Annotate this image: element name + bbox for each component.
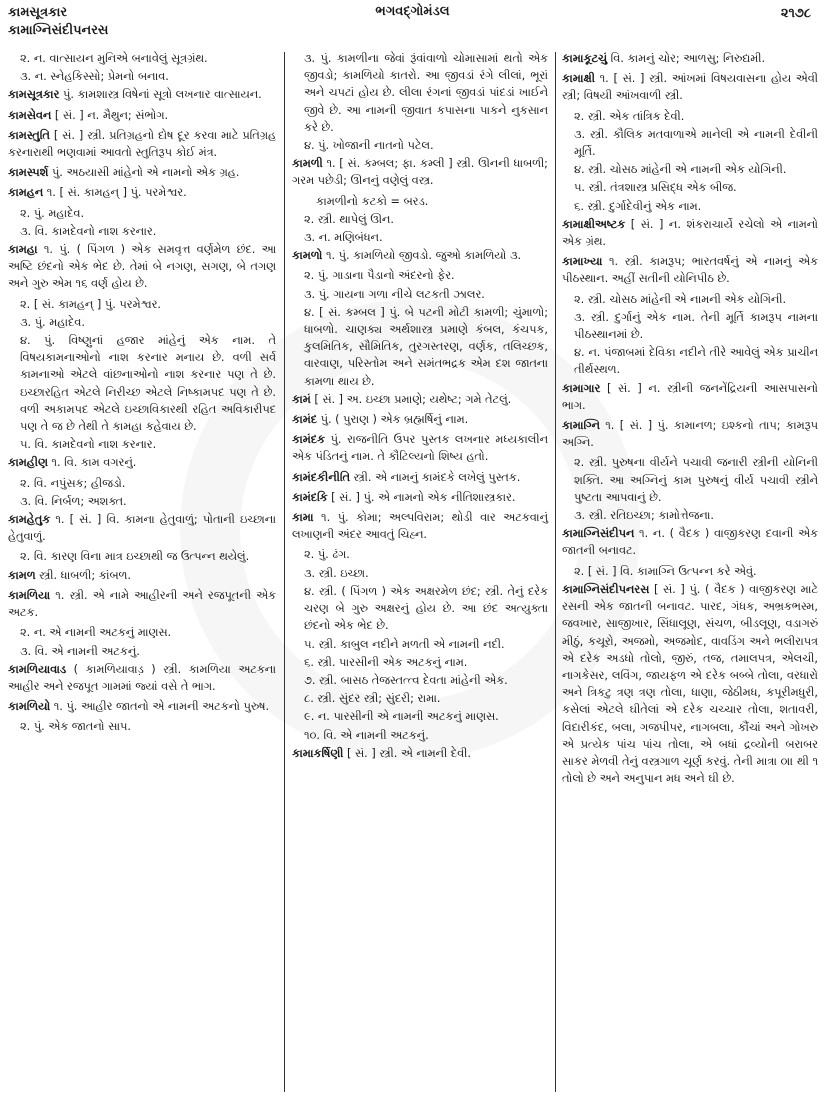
numbered-sense: ૩. વિ. એ નામની અટકનું. — [20, 644, 140, 658]
dictionary-entry — [292, 489, 548, 506]
dictionary-entry — [8, 107, 276, 124]
entry-definition: ૧. ન. ( વૈદક ) વાજીકરણ દવાની એક જાતની બનાવટ. — [562, 527, 818, 558]
dictionary-entry — [292, 411, 548, 428]
numbered-sense: ૪. ન. પંજાબમાં દેવિકા નદીને તીરે આવેલું એક પ્રાચીન તીર્થસ્થળ. — [574, 346, 818, 377]
dictionary-entry — [292, 745, 548, 762]
dictionary-entry — [562, 380, 818, 414]
headword: કામસેવન — [8, 108, 52, 122]
entry-definition: [ સં. ] ન. મૈથુન; સંભોગ. — [51, 108, 169, 122]
column-divider — [284, 52, 285, 1092]
entry-definition: ( કામળિયાવાડ઼ ) સ્ત્રી. કામળિયા અટકના આહીર અને રજપૂત ગામમાં જ્યાં વસે તે ભાગ. — [8, 662, 276, 693]
headword: કામાગ્નિ — [562, 419, 600, 433]
numbered-sense: ૨. સ્ત્રી. એક તાંત્રિક દેવી. — [574, 109, 685, 123]
column-1 — [8, 50, 276, 737]
dictionary-entry — [562, 253, 818, 287]
entry-definition: ૧. [ સં. ] સ્ત્રી. આંખમાં વિષયવાસના હોય એવી સ્ત્રી; વિષયી આંખવાળી સ્ત્રી. — [562, 72, 818, 103]
numbered-sense: ૩. સ્ત્રી. કૌલિક મતવાળાએ માનેલી એ નામની દેવીની મૂર્તિ. — [574, 127, 818, 159]
dictionary-entry — [8, 127, 276, 161]
numbered-sense: ૨. પું. ગાડાના પૈડાનો અંદરનો ફેર. — [304, 269, 455, 283]
numbered-sense: ૨. સ્ત્રી. થાપેલું ઊન. — [304, 212, 394, 226]
headword: કામાખ્યા — [562, 255, 603, 269]
dictionary-entry — [8, 511, 276, 545]
guide-word-first: કામસૂત્રકાર — [8, 5, 68, 20]
numbered-sense: ૩. સ્ત્રી. રતિઇચ્છા; કામોત્તેજના. — [574, 509, 714, 523]
numbered-sense: ૭. સ્ત્રી. બાસઠ તેજસ્તત્ત્વ દેવતા માંહેની એક. — [304, 673, 508, 687]
numbered-sense: ૨. [ સં. ] વિ. કામાગ્નિ ઉત્પન્ન કરે એવું. — [574, 564, 757, 578]
dictionary-entry — [562, 50, 818, 67]
numbered-sense: ૪. [ સં. કમ્બલ ] પું. બે પટની મોટી કામળી; ચુંમાળો; ધાબળો. ચાણક્ય અર્થશાસ્ત્ર પ્રમાણે કંબલ, કંચપક, કુલમિતિક, સૌમિતિક, તુરગસ્તરણ, વર્ણક, તલિચ્છક, વારવાણ, પરિસ્તોમ અને સમંતભદ્રક એમ દશ જાતના કામળા થાય છે. — [304, 305, 548, 388]
headword: કામસ્પર્શ — [8, 166, 49, 180]
dictionary-entry — [292, 391, 548, 408]
dictionary-entry — [8, 241, 276, 293]
headword: કામહીણ — [8, 456, 48, 470]
headword: કામળિયાવાડ — [8, 662, 67, 676]
entry-definition: ૧. સ્ત્રી. એ નામે આહીરની અને રજપૂતની એક અટક. — [8, 588, 276, 620]
page-number: ૨૧૭૮ — [780, 6, 811, 21]
numbered-sense: ૩. ન. મણિબંધન. — [304, 231, 383, 245]
numbered-sense: ૩. પું. ગાયના ગળા નીચે લટકતી ઝાલર. — [304, 287, 485, 301]
entry-definition: ૧. વિ. કામ વગરનું. — [47, 456, 137, 470]
headword: કામંદકીનીતિ — [292, 470, 350, 484]
dictionary-entry — [8, 184, 276, 201]
numbered-sense: ૩. ન. સ્નેહકિસ્સો; પ્રેમનો બનાવ. — [20, 70, 169, 84]
headword: કામંદક — [292, 433, 326, 447]
numbered-sense: ૪. પું. ખોજાની નાતનો પટેલ. — [304, 139, 434, 153]
dictionary-entry — [8, 698, 276, 715]
dictionary-entry — [292, 247, 548, 264]
headword: કામળિયા — [8, 588, 51, 602]
numbered-sense: ૪. પું. વિષ્ણુનાં હજાર માંહેનું એક નામ. તે વિષયકામનાઓનો નાશ કરનાર મનાય છે. વળી સર્વ કામનાઓ એટલે વાંછનાઓનો નાશ કરનાર પણ તે છે. ઇચ્છારહિત એટલે નિરીચ્છ એટલે નિષ્કામપદ પણ તે છે. વળી અકામપદ એટલે ઇચ્છાવિકારથી રહિત અવિકારીપદ પણ તે જ છે તેથી તે કામહા કહેવાય છે. — [20, 334, 276, 434]
entry-definition: [ સં. ] ન. શંકરાચાર્યે રચેલો એ નામનો એક ગ્રંથ. — [562, 217, 818, 249]
headword: કામં — [292, 392, 311, 406]
numbered-sense: ૨. ન. એ નામની અટકનું માણસ. — [20, 626, 172, 640]
entry-definition: ૧. સ્ત્રી. કામરૂપ; ભારતવર્ષનું એ નામનું એક પીઠસ્થાન. અહીં સતીની યોનિપીઠ છે. — [562, 255, 818, 286]
dictionary-entry — [562, 525, 818, 559]
entry-definition: ૧. પું. આહીર જાતનો એ નામની અટકનો પુરુષ. — [50, 700, 270, 714]
entry-definition: [ સં. ] પું. એ નામનો એક નીતિશાસ્ત્રકાર. — [327, 490, 516, 504]
numbered-sense: ૨. વિ. નપુંસક; હીજડો. — [20, 476, 126, 490]
headword: કામહેતુક — [8, 513, 51, 527]
entry-definition: [ સં. ] સ્ત્રી. પ્રતિગ્રહનો દોષ દૂર કરવા માટે પ્રતિગ્રહ કરનારાથી ભણવામાં આવતો સ્તુતિરૂપ કોઈ મંત્ર. — [8, 128, 276, 160]
dictionary-entry — [292, 431, 548, 465]
entry-definition: પું. કામશાસ્ત્ર વિષેનાં સૂત્રો લખનાર વાત્સાયન. — [59, 88, 262, 102]
numbered-sense: ૨. ન. વાત્સાયન મુનિએ બનાવેલું સૂત્રગ્રંથ. — [20, 52, 208, 65]
numbered-sense: ૨. પું. એક જાતનો સાપ. — [20, 720, 131, 734]
entry-definition: ૧. [ સં. ] પું. કામાનળ; ઇશ્કનો તાપ; કામરૂપ અગ્નિ. — [562, 419, 818, 450]
numbered-sense: ૮. સ્ત્રી. સુંદર સ્ત્રી; સુંદરી; રામા. — [304, 692, 441, 706]
dictionary-columns — [0, 50, 825, 1090]
dictionary-entry — [8, 661, 276, 695]
headword: કામસ્તુતિ — [8, 128, 50, 142]
dictionary-entry — [8, 164, 276, 181]
guide-word-last: કામાગ્નિસંદીપનરસ — [8, 23, 109, 38]
numbered-sense: ૩. વિ. કામદેવનો નાશ કરનાર. — [20, 224, 157, 238]
headword: કામાકર્ષિણી — [292, 746, 344, 760]
numbered-sense: ૪. સ્ત્રી. ચોસઠ માંહેની એ નામની એક યોગિની. — [574, 163, 787, 177]
entry-definition: વિ. કામનું ચોર; આળસુ; નિરુદ્યમી. — [607, 52, 766, 65]
headword: કામંદકિ — [292, 490, 328, 504]
headword: કામાક્ષીઅષ્ટક — [562, 217, 626, 231]
numbered-sense: ૨. સ્ત્રી. પુરુષના વીર્યને પચાવી જનારી સ્ત્રીની યોનિની શક્તિ. આ અગ્નિનું કામ પુરુષનું વીર્ય પચાવી સ્ત્રીને પુષ્ટતા આપવાનું છે. — [574, 456, 818, 504]
usage-note: કામળીનો કટકો = બરડ. — [316, 194, 429, 208]
dictionary-entry — [562, 417, 818, 451]
numbered-sense: ૬. સ્ત્રી. દુર્ગાદેવીનું એક નામ. — [574, 199, 702, 213]
dictionary-entry — [292, 509, 548, 543]
entry-definition: ૧. [ સં. કામહન્ ] પું. પરમેશ્વર. — [43, 186, 187, 200]
running-title: ભગવદ્ગોમંડલ — [375, 4, 450, 19]
numbered-sense: ૩. સ્ત્રી. ઇચ્છા. — [304, 566, 369, 580]
entry-definition: સ્ત્રી. એ નામનું કામંદકે લખેલું પુસ્તક. — [349, 470, 521, 484]
entry-definition: [ સં. ] ન. સ્ત્રીની જનનેંદ્રિયની આસપાસનો ભાગ. — [562, 381, 818, 412]
numbered-sense: ૩. પું. કામળીના જેવાં રૂંવાંવાળો ચોમાસામાં થતો એક જીવડો; કામળિયો કાતરો. આ જીવડાં રંગે લીલાં, ભૂરાં અને ચપટાં હોય છે. લીલા રંગનાં જીવડાં પાંદડાં ખાઈને જીવે છે. આ નામની જીવાત કપાસના પાકને નુકસાન કરે છે. — [304, 52, 548, 134]
numbered-sense: ૨. પું. ઢંગ. — [304, 548, 350, 562]
numbered-sense: ૫. વિ. કામદેવનો નાશ કરનાર. — [20, 438, 157, 452]
headword: કામળી — [292, 157, 323, 171]
entry-definition: ૧. [ સં. કમ્બલ; ફા. કમ્લી ] સ્ત્રી. ઊનની ધાબળી; ગરમ પછેડી; ઊનનું વણેલું વસ્ત્ર. — [292, 157, 548, 188]
headword: કામસૂત્રકાર — [8, 88, 60, 102]
dictionary-entry — [562, 70, 818, 104]
headword: કામા — [292, 511, 314, 525]
page-header — [0, 0, 825, 48]
numbered-sense: ૨. [ સં. કામહન્ ] પું. પરમેશ્વર. — [20, 297, 162, 311]
dictionary-entry — [292, 469, 548, 486]
entry-definition: [ સં. ] પું. ( વૈદક ) વાજીકરણ માટે રસની એક જાતની બનાવટ. પારદ, ગંધક, અભ્રકભસ્મ, જવખાર, સાજીખાર, સિંધાલૂણ, સંચળ, બીડલૂણ, વડાગરું મીઠું, કચૂરો, અજમો, અજમોદ, વાવડિંગ અને ભલીરાપત્ર એ દરેક અડધો તોલો, જીરું, તજ, તમાલપત્ર, એલચી, નાગકેસર, લવિંગ, જાયફળ એ દરેક બબ્બે તોલા, વરધારો અને ત્રિકટુ ત્રણ ત્રણ તોલા, ધાણા, જેઠીમધ, કપૂરીમધુરી, કસેલાં એટલે ઘીતેલાં એ દરેક ચચ્ચાર તોલા, શતાવરી, વિદારીકંદ, બલા, ગજપીપર, નાગબલા, કૌંચાં અને ગોખરુ એ પ્રત્યેક પાંચ પાંચ તોલા, એ બધાં દ્રવ્યોની બરાબર સાકર મેળવી તેનું વસ્ત્રગાળ ચૂર્ણ કરવું. તેની માત્રા ૦॥ થી ૧ તોલો છે અને અનુપાન મધ અને ઘી છે. — [562, 582, 818, 786]
entry-definition: ૧. પું. ( પિંગળ ) એક સમવૃત્ત વર્ણમેળ છંદ. આ અષ્ટિ છંદનો એક ભેદ છે. તેમાં બે નગણ, સગણ, બે તગણ અને ગુરુ એમ ૧૬ વર્ણ હોય છે. — [8, 243, 276, 291]
headword: કામાગ્નિસંદીપન — [562, 527, 635, 541]
headword: કામાકૂટચું — [562, 52, 608, 65]
headword: કામાગાર — [562, 381, 601, 395]
headword: કામહા — [8, 243, 38, 257]
numbered-sense: ૩. વિ. નિર્બળ; અશક્ત. — [20, 494, 127, 508]
headword: કામંદ — [292, 413, 318, 427]
dictionary-entry — [292, 155, 548, 189]
numbered-sense: ૬. સ્ત્રી. પારસીની એક અટકનું નામ. — [304, 655, 468, 669]
headword: કામહન — [8, 186, 44, 200]
entry-definition: પું. રાજનીતિ ઉપર પુસ્તક લખનાર મધ્યકાલીન એક પંડિતનું નામ. તે કૌટિલ્યનો શિષ્ય હતો. — [292, 433, 548, 464]
dictionary-entry — [8, 567, 276, 584]
dictionary-entry — [8, 86, 276, 103]
numbered-sense: ૯. ન. પારસીની એ નામની અટકનું માણસ. — [304, 710, 499, 724]
headword: કામળિયો — [8, 700, 51, 714]
headword: કામાગ્નિસંદીપનરસ — [562, 582, 650, 596]
entry-definition: ૧. પું. કામળિયો જીવડો. જુઓ કામળિયો ૩. — [322, 249, 522, 263]
headword: કામાક્ષી — [562, 72, 595, 86]
entry-definition: સ્ત્રી. ધાબળી; કાંબળ. — [35, 568, 131, 582]
column-divider — [555, 52, 556, 1092]
numbered-sense: ૩. સ્ત્રી. દુર્ગાનું એક નામ. તેની મૂર્તિ કામરૂપ નામના પીઠસ્થાનમાં છે. — [574, 310, 818, 342]
dictionary-entry — [562, 216, 818, 250]
dictionary-entry — [8, 454, 276, 471]
numbered-sense: ૨. વિ. કારણ વિના માત્ર ઇચ્છાથી જ ઉત્પન્ન થયેલું. — [20, 550, 250, 564]
entry-definition: [ સં. ] અ. ઇચ્છા પ્રમાણે; યથેષ્ટ; ગમે તેટલું. — [310, 392, 512, 406]
numbered-sense: ૨. સ્ત્રી. ચોસઠ માંહેની એ નામની એક યોગિની. — [574, 292, 787, 306]
entry-definition: પું. ( પુરાણ ) એક બ્રહ્મર્ષિનું નામ. — [317, 413, 469, 427]
numbered-sense: ૫. સ્ત્રી. કાબુલ નદીને મળતી એ નામની નદી. — [304, 637, 505, 651]
numbered-sense: ૩. પું. મહાદેવ. — [20, 315, 85, 329]
column-3 — [562, 50, 818, 790]
numbered-sense: ૨. પું. મહાદેવ. — [20, 206, 85, 220]
entry-definition: પું. અઠયાસી માંહેનો એ નામનો એક ગ્રહ. — [48, 166, 240, 180]
dictionary-entry — [8, 587, 276, 621]
entry-definition: ૧. પું. કોમા; અલ્પવિરામ; થોડી વાર અટકવાનું લખાણની અંદર આવતું ચિહ્ન. — [292, 511, 548, 542]
entry-definition: [ સં. ] સ્ત્રી. એ નામની દેવી. — [343, 746, 471, 760]
column-2 — [292, 50, 548, 765]
headword: કામળો — [292, 249, 323, 263]
dictionary-entry — [562, 581, 818, 787]
numbered-sense: ૧૦. વિ. એ નામની અટકનું. — [304, 728, 429, 742]
entry-definition: ૧. [ સં. ] વિ. કામના હેતુવાળું; પોતાની ઇચ્છાના હેતુવાળું. — [8, 513, 276, 544]
numbered-sense: ૪. સ્ત્રી. ( પિંગળ ) એક અક્ષરમેળ છંદ; સ્ત્રી. તેનું દરેક ચરણ બે ગુરુ અક્ષરનું હોય છે. આ છંદ અત્યુક્તા છંદનો એક ભેદ છે. — [304, 584, 548, 633]
numbered-sense: ૫. સ્ત્રી. તંત્રશાસ્ત્ર પ્રસિદ્ધ એક બીજ. — [574, 181, 737, 195]
headword: કામળ — [8, 568, 36, 582]
